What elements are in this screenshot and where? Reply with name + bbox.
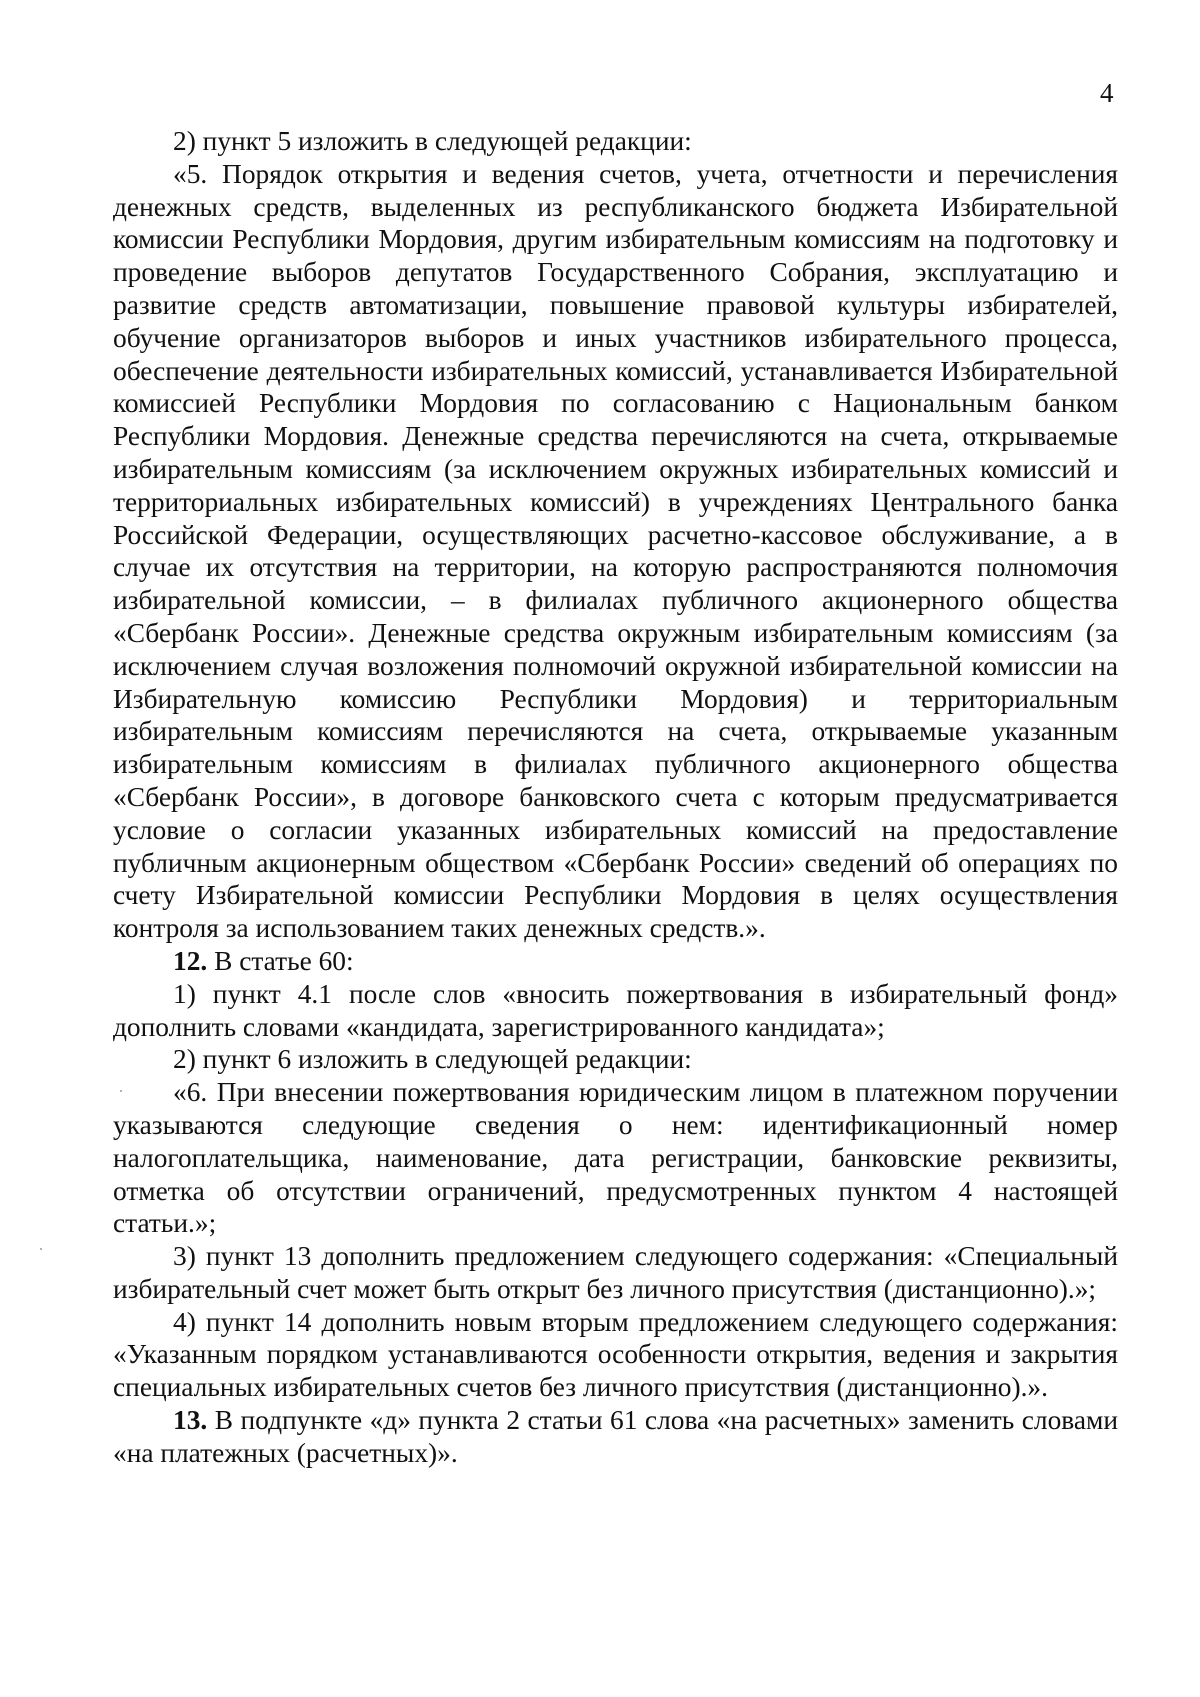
page-number: 4 xyxy=(1100,78,1114,108)
paragraph-item-2-intro xyxy=(113,125,1118,158)
scan-speck xyxy=(120,1090,122,1092)
paragraph-text: 1) пункт 4.1 после слов «вносить пожертвования в избирательный фонд» дополнить словами «кандидата, зарегистрированного кандидата»; xyxy=(113,978,1118,1042)
paragraph-clause-6-text xyxy=(113,1076,1118,1240)
scan-speck xyxy=(40,1248,42,1250)
paragraph-item-1 xyxy=(113,978,1118,1044)
paragraph-text: 4) пункт 14 дополнить новым вторым предложением следующего содержания: «Указанным порядком устанавливаются особенности открытия, ведения и закрытия специальных избирательных счетов без личного присутствия (дистанционно).». xyxy=(113,1306,1118,1403)
paragraph-clause-5-text xyxy=(113,158,1118,945)
paragraph-item-3 xyxy=(113,1240,1118,1306)
paragraph-section-12 xyxy=(113,945,1118,978)
section-number: 12. xyxy=(173,945,208,976)
section-number: 13. xyxy=(173,1405,208,1436)
paragraph-text: 2) пункт 5 изложить в следующей редакции: xyxy=(173,126,692,156)
paragraph-text: 2) пункт 6 изложить в следующей редакции: xyxy=(173,1044,692,1075)
paragraph-text: «6. При внесении пожертвования юридическим лицом в платежном поручении указываются следующие сведения о нем: идентификационный номер налогоплательщика, наименование, дата регистрации, банковские реквизиты, отметка об отсутствии ограничений, предусмотренных пунктом 4 настоящей статьи.»; xyxy=(113,1077,1118,1239)
paragraph-text: «5. Порядок открытия и ведения счетов, учета, отчетности и перечисления денежных средств, выделенных из республиканского бюджета Избирательной комиссии Республики Мордовия, другим избирательным комиссиям на подготовку и проведение выборов депутатов Государственного Собрания, эксплуатацию и развитие средств автоматизации, повышение правовой культуры избирателей, обучение организаторов выборов и иных участников избирательного процесса, обеспечение деятельности избирательных комиссий, устанавливается Избирательной комиссией Республики Мордовия по согласованию с Национальным банком Республики Мордовия. Денежные средства перечисляются на счета, открываемые избирательным комиссиям (за исключением окружных избирательных комиссий и территориальных избирательных комиссий) в учреждениях Центрального банка Российской Федерации, осуществляющих расчетно-кассовое обслуживание, а в случае их отсутствия на территории, на которую распространяются полномочия избирательной комиссии, – в филиалах публичного акционерного общества «Сбербанк России». Денежные средства окружным избирательным комиссиям (за исключением случая возложения полномочий окружной избирательной комиссии на Избирательную комиссию Республики Мордовия) и территориальным избирательным комиссиям перечисляются на счета, открываемые указанным избирательным комиссиям в филиалах публичного акционерного общества «Сбербанк России», в договоре банковского счета с которым предусматривается условие о согласии указанных избирательных комиссий на предоставление публичным акционерным обществом «Сбербанк России» сведений об операциях по счету Избирательной комиссии Республики Мордовия в целях осуществления контроля за использованием таких денежных средств.». xyxy=(113,158,1118,944)
paragraph-text: В подпункте «д» пункта 2 статьи 61 слова «на расчетных» заменить словами «на платежных (расчетных)». xyxy=(113,1405,1118,1468)
paragraph-text: 3) пункт 13 дополнить предложением следующего содержания: «Специальный избирательный счет может быть открыт без личного присутствия (дистанционно).»; xyxy=(113,1241,1118,1304)
paragraph-item-4 xyxy=(113,1306,1118,1404)
document-body xyxy=(113,125,1118,1470)
paragraph-section-13 xyxy=(113,1404,1118,1470)
paragraph-text: В статье 60: xyxy=(207,945,354,976)
paragraph-item-2 xyxy=(113,1043,1118,1076)
